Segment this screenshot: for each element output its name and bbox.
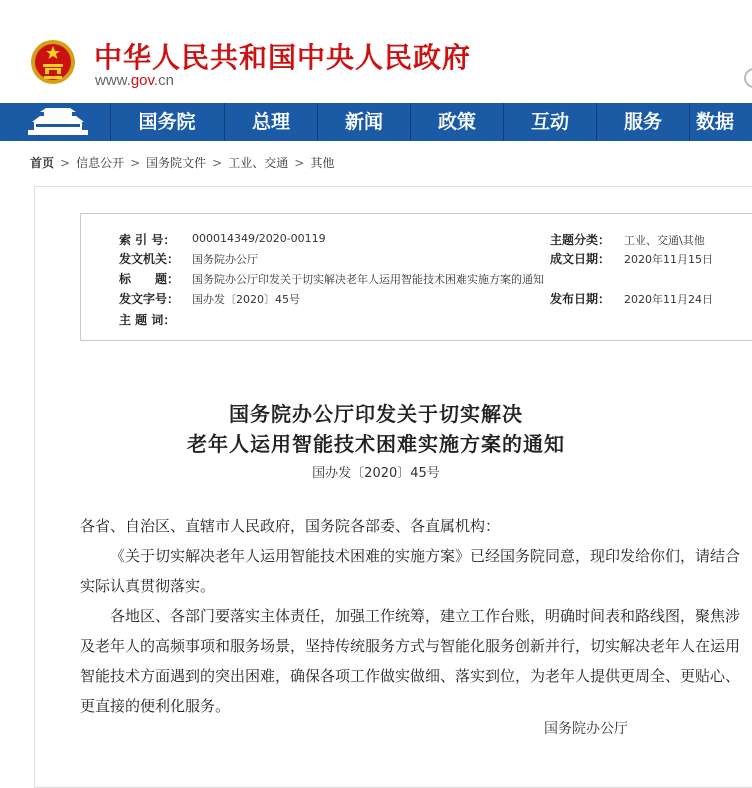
nav-item-premier[interactable]: 总理 (251, 111, 290, 133)
document-number: 国办发〔2020〕45号 (312, 466, 440, 481)
national-emblem-icon[interactable] (30, 38, 76, 86)
search-icon[interactable] (744, 68, 752, 88)
tiananmen-logo-icon[interactable] (26, 106, 90, 138)
paragraph-1: 《关于切实解决老年人运用智能技术困难的实施方案》已经国务院同意，现印发给你们，请结合实际认真贯彻落实。 (80, 547, 741, 595)
breadcrumb-item[interactable]: 工业、交通 (228, 156, 289, 170)
issuer-value: 国务院办公厅 (192, 253, 258, 266)
breadcrumb-item[interactable]: 其他 (310, 156, 335, 170)
paragraph-2: 各地区、各部门要落实主体责任，加强工作统筹，建立工作台账，明确时间表和路线图，聚焦涉及老年人的高频事项和服务场景，坚持传统服务方式与智能化服务创新并行，切实解决老年人在运用智能技术方面遇到的突出困难，确保各项工作做实做细、落实到位，为老年人提供更周全、更贴心、更直接的便利化服务。 (80, 607, 741, 715)
created-date-value: 2020年11月15日 (624, 253, 713, 266)
site-title[interactable]: 中华人民共和国中央人民政府 (94, 41, 472, 74)
site-url-prefix: www. (95, 72, 131, 89)
breadcrumb-arrow-icon: > (212, 156, 223, 170)
site-url-domain: gov (130, 72, 154, 89)
breadcrumb-arrow-icon: > (294, 156, 305, 170)
title-value: 国务院办公厅印发关于切实解决老年人运用智能技术困难实施方案的通知 (192, 273, 544, 286)
breadcrumb-home[interactable]: 首页 (30, 156, 55, 170)
category-label: 主题分类： (550, 233, 611, 247)
breadcrumb-arrow-icon: > (130, 156, 141, 170)
breadcrumb-item[interactable]: 信息公开 (76, 156, 125, 170)
keywords-label: 主 题 词： (119, 313, 176, 327)
nav-item-services[interactable]: 服务 (623, 111, 662, 133)
category-value: 工业、交通\其他 (624, 234, 705, 247)
issuer-label: 发文机关： (119, 252, 180, 266)
title-label: 标 题： (119, 272, 180, 286)
breadcrumb-arrow-icon: > (60, 156, 71, 170)
nav-item-policy[interactable]: 政策 (437, 111, 476, 133)
site-url-suffix: .cn (153, 72, 174, 89)
nav-item-interaction[interactable]: 互动 (530, 111, 569, 133)
created-date-label: 成文日期： (550, 252, 611, 266)
published-date-value: 2020年11月24日 (624, 293, 713, 306)
nav-divider (689, 103, 690, 141)
nav-item-data[interactable]: 数据 (696, 111, 735, 133)
index-number-value: 000014349/2020-00119 (192, 232, 326, 245)
index-number-label: 索 引 号： (119, 233, 176, 247)
published-date-label: 发布日期： (550, 292, 611, 306)
breadcrumb (30, 154, 334, 171)
site-header (0, 0, 752, 103)
document-title-line1: 国务院办公厅印发关于切实解决 (229, 402, 523, 426)
signature: 国务院办公厅 (544, 721, 628, 737)
nav-divider (110, 103, 111, 141)
site-url[interactable] (95, 72, 174, 89)
nav-item-state-council[interactable]: 国务院 (138, 111, 196, 133)
salutation: 各省、自治区、直辖市人民政府，国务院各部委、各直属机构： (80, 517, 501, 535)
document-title-line2: 老年人运用智能技术困难实施方案的通知 (187, 432, 565, 456)
doc-number-label: 发文字号： (119, 292, 180, 306)
breadcrumb-item[interactable]: 国务院文件 (146, 156, 207, 170)
doc-number-value: 国办发〔2020〕45号 (192, 293, 300, 306)
main-nav (0, 103, 752, 141)
nav-item-news[interactable]: 新闻 (344, 111, 383, 133)
